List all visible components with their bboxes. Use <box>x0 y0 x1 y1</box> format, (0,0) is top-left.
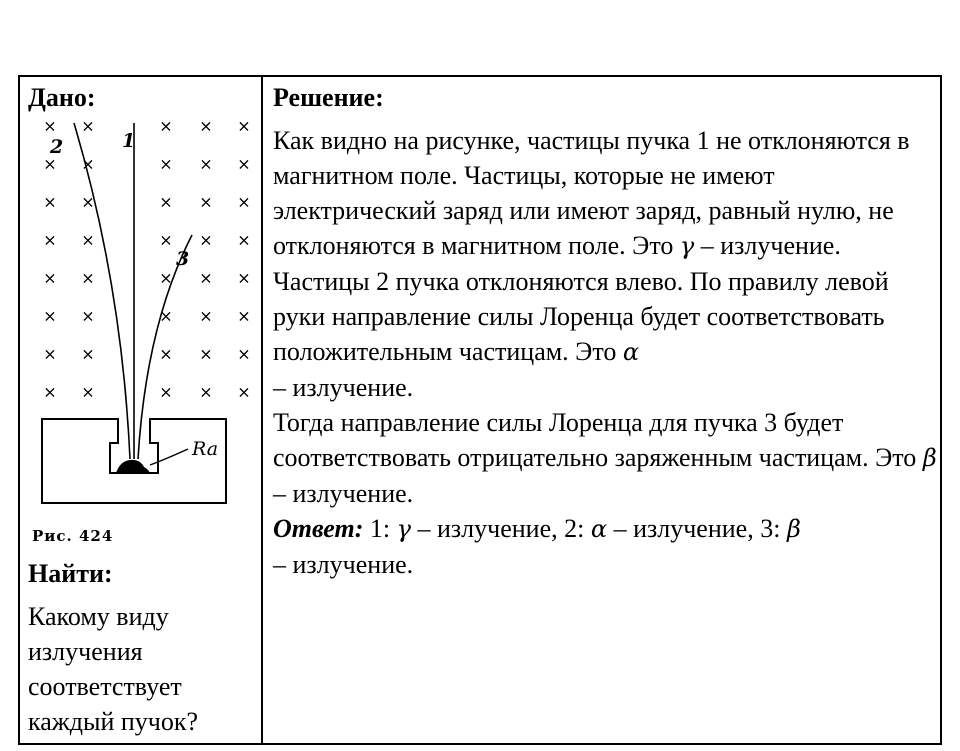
alpha-symbol: α <box>622 338 640 366</box>
field-cross-icon: × <box>81 192 95 212</box>
field-cross-icon: × <box>81 382 95 402</box>
p2-tail: – излучение. <box>273 373 414 402</box>
beam-2-label: 2 <box>50 136 64 158</box>
p3-text: Тогда направление силы Лоренца для пучка 3 будет соответствовать отрицательно заряженным частицам. Это <box>273 408 923 472</box>
magnetic-field-figure <box>30 115 255 507</box>
field-cross-icon: × <box>237 306 251 326</box>
solution-body <box>273 123 941 582</box>
answer-label: Ответ: <box>273 514 364 543</box>
field-cross-icon: × <box>237 154 251 174</box>
field-cross-icon: × <box>159 154 173 174</box>
field-cross-icon: × <box>81 154 95 174</box>
field-cross-icon: × <box>237 382 251 402</box>
gamma-symbol: γ <box>679 232 695 260</box>
answer-line <box>273 511 941 582</box>
field-cross-icon: × <box>159 268 173 288</box>
p3-tail: – излучение. <box>273 479 414 508</box>
answer-beta: β <box>786 515 801 543</box>
solution-column <box>263 77 940 743</box>
p1-text: Как видно на рисунке, частицы пучка 1 не отклоняются в магнитном поле. Частицы, которые не имеют электрический заряд или имеют заряд, равный нулю, не отклоняются в магнитном поле. Это <box>273 126 910 260</box>
field-cross-icon: × <box>43 306 57 326</box>
figure-caption: Рис. 424 <box>32 527 114 545</box>
field-cross-icon: × <box>43 192 57 212</box>
field-cross-icon: × <box>199 192 213 212</box>
field-cross-icon: × <box>237 230 251 250</box>
field-cross-icon: × <box>199 230 213 250</box>
field-cross-icon: × <box>81 268 95 288</box>
solution-heading: Решение: <box>273 83 384 112</box>
field-cross-icon: × <box>159 382 173 402</box>
answer-part-3: – излучение, 3: <box>607 514 787 543</box>
field-cross-icon: × <box>159 306 173 326</box>
field-cross-icon: × <box>43 268 57 288</box>
answer-part-1: 1: <box>363 514 397 543</box>
given-heading: Дано: <box>28 83 96 112</box>
solution-paragraph-2 <box>273 264 941 405</box>
radium-sample <box>116 460 150 473</box>
field-cross-icon: × <box>199 116 213 136</box>
field-cross-icon: × <box>199 306 213 326</box>
field-cross-icon: × <box>237 116 251 136</box>
beam-1-label: 1 <box>122 130 136 152</box>
beta-symbol: β <box>922 444 937 472</box>
field-cross-icon: × <box>81 116 95 136</box>
solution-paragraph-1 <box>273 123 941 264</box>
solution-paragraph-3 <box>273 405 941 511</box>
p1-tail: – излучение. <box>694 231 841 260</box>
field-cross-icon: × <box>159 116 173 136</box>
field-cross-icon: × <box>159 192 173 212</box>
field-cross-icon: × <box>81 230 95 250</box>
source-label: Ra <box>192 438 219 460</box>
field-cross-icon: × <box>237 192 251 212</box>
field-cross-icon: × <box>199 268 213 288</box>
field-cross-icon: × <box>43 230 57 250</box>
field-cross-icon: × <box>237 344 251 364</box>
field-cross-icon: × <box>159 230 173 250</box>
question-text: Какому виду излучения соответствует каждый пучок? <box>28 602 199 736</box>
find-heading: Найти: <box>28 559 113 588</box>
field-cross-icon: × <box>43 154 57 174</box>
field-cross-icon: × <box>199 154 213 174</box>
source-pointer <box>150 449 188 465</box>
field-crosses <box>43 117 250 402</box>
p2-text: Частицы 2 пучка отклоняются влево. По правилу левой руки направление силы Лоренца будет соответствовать положительным частицам. Это <box>273 267 889 366</box>
field-cross-icon: × <box>43 382 57 402</box>
field-cross-icon: × <box>199 382 213 402</box>
task-table <box>18 75 942 745</box>
answer-gamma: γ <box>396 515 411 543</box>
field-cross-icon: × <box>159 344 173 364</box>
field-cross-icon: × <box>81 306 95 326</box>
given-column <box>20 77 263 743</box>
field-cross-icon: × <box>237 268 251 288</box>
field-cross-icon: × <box>199 344 213 364</box>
answer-alpha: α <box>590 515 608 543</box>
field-cross-icon: × <box>81 344 95 364</box>
answer-part-2: – излучение, 2: <box>410 514 591 543</box>
beam-3-label: 3 <box>176 248 190 270</box>
field-cross-icon: × <box>43 344 57 364</box>
answer-part-4: – излучение. <box>273 550 414 579</box>
field-cross-icon: × <box>43 116 57 136</box>
